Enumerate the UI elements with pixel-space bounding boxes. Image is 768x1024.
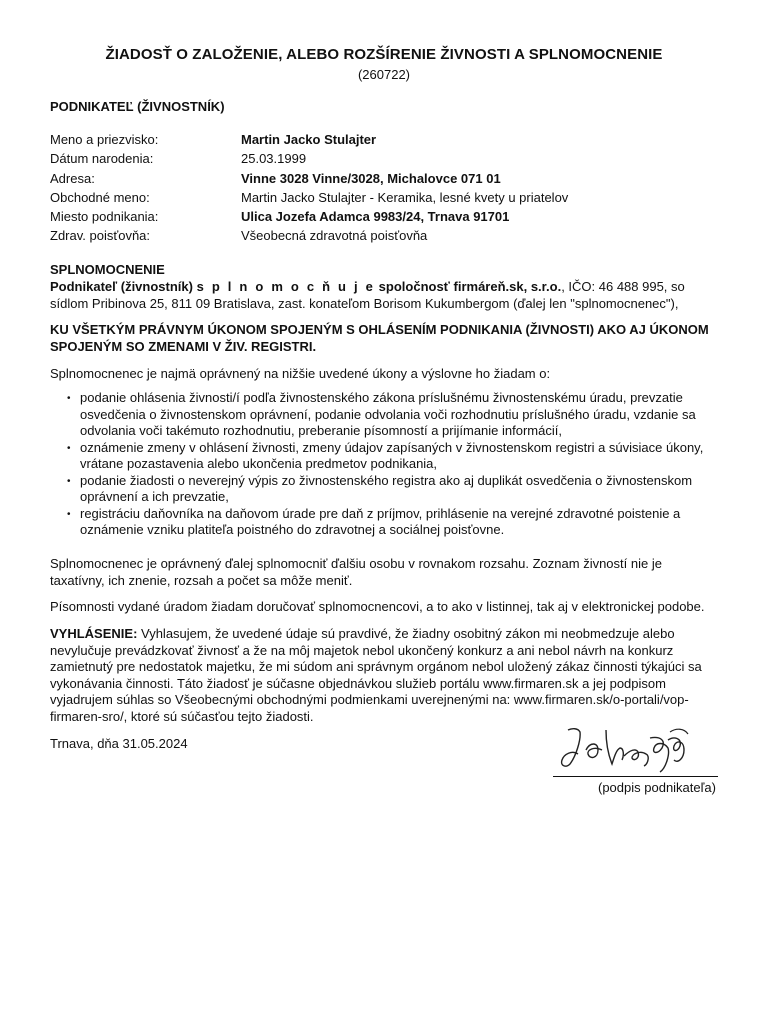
declaration-text: Vyhlasujem, že uvedené údaje sú pravdivé, že žiadny osobitný zákon mi neobmedzuje alebo nevylučuje prevádzkovať živnosť a že na môj majetok nebol ukončený konkurz a ani nebol návrh na konkurz zamietnutý pre nedostatok majetku, že mi súdom ani správnym orgánom nebol uložený zákaz činnosti týkajúci sa vykonávania činnosti. Táto žiadosť je súčasne objednávkou služieb portálu www.firmaren.sk a jej podpisom vyjadrujem súhlas so Všeobecnými obchodnými podmienkami uverejnenými na: www.firmaren.sk/o-portali/vop-firmaren-sro/, ktoré sú súčasťou tejto žiadosti. [50, 626, 702, 724]
info-label: Dátum narodenia: [50, 151, 154, 166]
info-value: Všeobecná zdravotná poisťovňa [241, 228, 428, 243]
info-value: Martin Jacko Stulajter [241, 132, 377, 147]
list-item [50, 440, 720, 473]
list-item [50, 506, 720, 539]
handwritten-signature [550, 720, 720, 780]
list-item-text: registráciu daňovníka na daňovom úrade pre daň z príjmov, prihlásenie na verejné zdravotné poistenie a oznámenie vzniku platiteľa poistného do zdravotnej a sociálnej poisťovne. [80, 505, 681, 537]
info-label: Miesto podnikania: [50, 209, 159, 224]
bullet: • [67, 475, 71, 487]
scope-heading: KU VŠETKÝM PRÁVNYM ÚKONOM SPOJENÝM S OHLÁSENÍM PODNIKANIA (ŽIVNOSTI) AKO AJ ÚKONOM SPOJENÝM SO ZMENAMI V ŽIV. REGISTRI. [50, 322, 709, 354]
document-reference: (260722) [357, 67, 411, 82]
info-label: Zdrav. poisťovňa: [50, 228, 151, 243]
attorney-details: , IČO: 46 488 995, so sídlom Pribinova 25, 811 09 Bratislava, zast. konateľom Borisom Kukumbergom (ďalej len "splnomocnenec"), [50, 279, 685, 311]
info-value: Vinne 3028 Vinne/3028, Michalovce 071 01 [241, 171, 501, 186]
bullet: • [67, 442, 71, 454]
list-item [50, 473, 720, 506]
declaration-label: VYHLÁSENIE: [50, 626, 138, 641]
place-and-date: Trnava, dňa 31.05.2024 [50, 736, 188, 751]
info-value: Martin Jacko Stulajter - Keramika, lesné kvety u priatelov [241, 190, 569, 205]
authorized-acts-list [50, 390, 720, 539]
grant-verb: s p l n o m o c ň u j e [196, 279, 376, 294]
info-label: Meno a priezvisko: [50, 132, 159, 147]
document-title: ŽIADOSŤ O ZALOŽENIE, ALEBO ROZŠÍRENIE ŽIVNOSTI A SPLNOMOCNENIE [105, 46, 663, 63]
power-of-attorney-heading: SPLNOMOCNENIE [50, 262, 165, 277]
list-item [50, 390, 720, 440]
power-of-attorney-text [50, 279, 720, 312]
delivery-paragraph: Písomnosti vydané úradom žiadam doručovať splnomocnencovi, a to ako v listinnej, tak aj v elektronickej podobe. [50, 599, 705, 614]
bullet: • [67, 393, 71, 404]
declaration-paragraph [50, 626, 720, 725]
grantor: Podnikateľ (živnostník) [50, 279, 193, 294]
signature-line [553, 776, 718, 777]
bullet: • [67, 508, 71, 520]
info-value: Ulica Jozefa Adamca 9983/24, Trnava 91701 [241, 209, 510, 224]
delegation-paragraph: Splnomocnenec je oprávnený ďalej splnomocniť ďalšiu osobu v rovnakom rozsahu. Zoznam živností nie je taxatívny, ich znenie, rozsah a počet sa môže meniť. [50, 556, 662, 588]
signature-caption: (podpis podnikateľa) [598, 780, 716, 795]
list-item-text: podanie ohlásenia živnosti/í podľa živnostenského zákona príslušnému živnostenskému úradu, prevzatie osvedčenia o živnostenskom oprávnení, podanie odvolania voči rozhodnutiu príslušného úradu, vzdanie sa odvolania voči takémuto rozhodnutiu, preberanie písomností a prijímanie informácií, [80, 390, 696, 438]
attorney-company: spoločnosť firmáreň.sk, s.r.o. [378, 279, 562, 294]
list-item-text: podanie žiadosti o neverejný výpis zo živnostenského registra ako aj duplikát osvedčenia o živnostenskom oprávnení a ich prevzatie, [80, 472, 693, 504]
info-label: Obchodné meno: [50, 190, 150, 205]
scope-intro: Splnomocnenec je najmä oprávnený na nižšie uvedené úkony a výslovne ho žiadam o: [50, 366, 551, 381]
info-label: Adresa: [50, 171, 95, 186]
info-value: 25.03.1999 [241, 151, 307, 166]
list-item-text: oznámenie zmeny v ohlásení živnosti, zmeny údajov zapísaných v živnostenskom registri a súvisiace úkony, vrátane pozastavenia alebo ukončenia predmetov podnikania, [80, 439, 704, 471]
entrepreneur-heading: PODNIKATEĽ (ŽIVNOSTNÍK) [50, 99, 225, 114]
